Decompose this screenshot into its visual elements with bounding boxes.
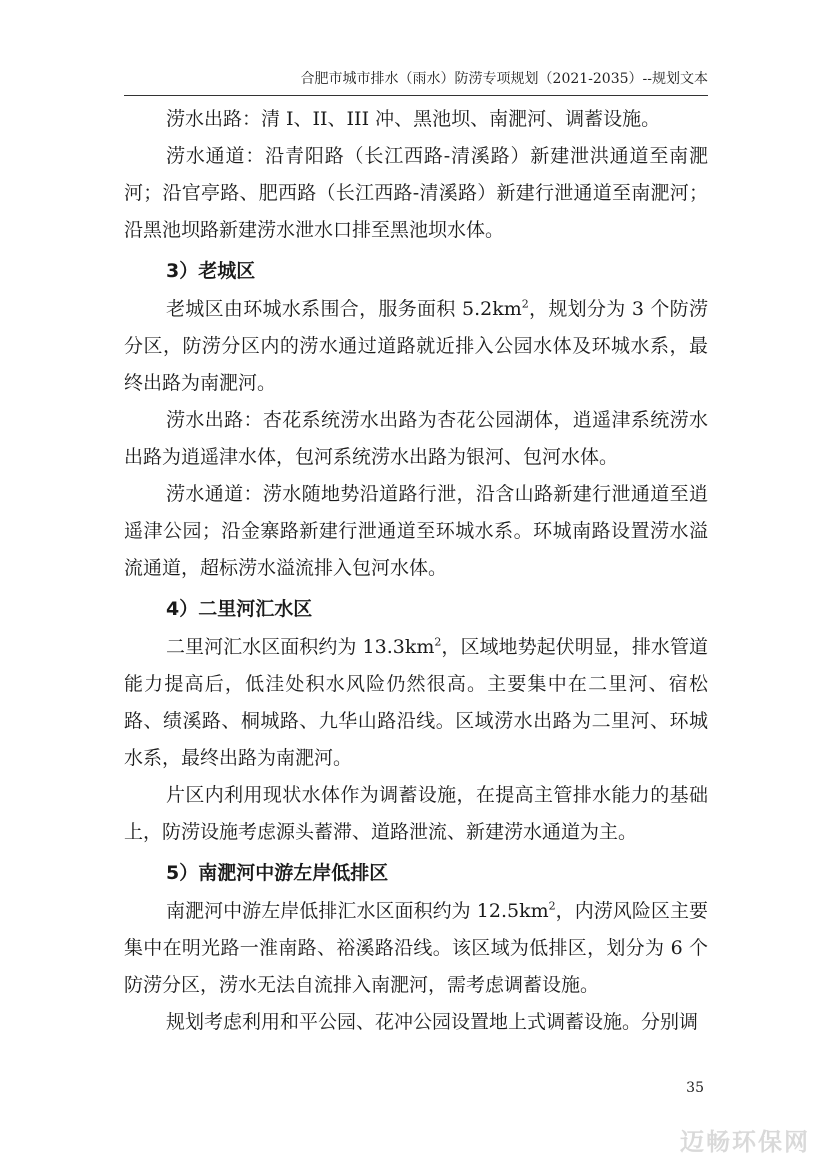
nanfei-text-b: ，内涝风险区主要集中在明光路一淮南路、裕溪路沿线。该区域为低排区，划分为 6 个防涝分区，涝水无法自流排入南淝河，需考虑调蓄设施。 — [124, 900, 708, 996]
paragraph-channel-1: 涝水通道：沿青阳路（长江西路-清溪路）新建泄洪通道至南淝河；沿官亭路、肥西路（长江西路-清溪路）新建行泄通道至南淝河；沿黑池坝路新建涝水泄水口排至黑池坝水体。 — [124, 145, 708, 241]
old-city-text-b: ，规划分为 3 个防涝分区，防涝分区内的涝水通过道路就近排入公园水体及环城水系，最终出路为南淝河。 — [124, 298, 708, 394]
section-heading-old-city: 3）老城区 — [166, 260, 256, 282]
old-city-text-a: 老城区由环城水系围合，服务面积 5.2km — [166, 298, 522, 320]
section-heading-erlihe: 4）二里河汇水区 — [166, 598, 313, 620]
paragraph-erlihe — [124, 629, 708, 777]
superscript-2: 2 — [521, 297, 529, 311]
paragraph-outlet-1: 涝水出路：清 I、II、III 冲、黑池坝、南淝河、调蓄设施。 — [166, 108, 661, 130]
header-rule — [124, 95, 708, 96]
watermark-logo: 迈畅环保网 — [680, 1128, 810, 1156]
erlihe-text-a: 二里河汇水区面积约为 13.3km — [166, 636, 435, 658]
paragraph-channel-old-city: 涝水通道：涝水随地势沿道路行泄，沿含山路新建行泄通道至逍遥津公园；沿金寨路新建行泄通道至环城水系。环城南路设置涝水溢流通道，超标涝水溢流排入包河水体。 — [124, 483, 708, 579]
document-body — [124, 101, 708, 1041]
paragraph-nanfei-plan: 规划考虑利用和平公园、花冲公园设置地上式调蓄设施。分别调 — [166, 1011, 699, 1033]
page-header: 合肥市城市排水（雨水）防涝专项规划（2021-2035）--规划文本 — [300, 71, 708, 87]
section-heading-nanfei-low: 5）南淝河中游左岸低排区 — [166, 862, 389, 884]
paragraph-erlihe-facilities: 片区内利用现状水体作为调蓄设施，在提高主管排水能力的基础上，防涝设施考虑源头蓄滞、道路泄流、新建涝水通道为主。 — [124, 784, 708, 843]
page-number: 35 — [686, 1080, 704, 1096]
paragraph-old-city — [124, 291, 708, 402]
superscript-2: 2 — [548, 899, 556, 913]
nanfei-text-a: 南淝河中游左岸低排汇水区面积约为 12.5km — [166, 900, 549, 922]
erlihe-text-b: ，区域地势起伏明显，排水管道能力提高后，低洼处积水风险仍然很高。主要集中在二里河、宿松路、绩溪路、桐城路、九华山路沿线。区域涝水出路为二里河、环城水系，最终出路为南淝河。 — [124, 636, 708, 769]
paragraph-outlet-old-city: 涝水出路：杏花系统涝水出路为杏花公园湖体，逍遥津系统涝水出路为逍遥津水体，包河系统涝水出路为银河、包河水体。 — [124, 409, 708, 468]
superscript-2: 2 — [434, 635, 442, 649]
paragraph-nanfei-low — [124, 893, 708, 1004]
